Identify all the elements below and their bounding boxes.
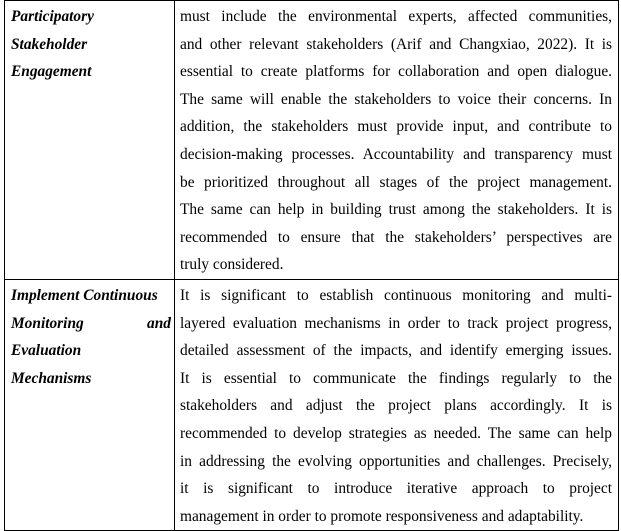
- row-label-cell: [5, 279, 175, 530]
- table-row: [5, 1, 619, 280]
- row-text-cell: [175, 1, 619, 280]
- paragraph-line: addition, the stakeholders must provide input, and contribute to: [180, 118, 612, 136]
- paragraph-line: decision-making processes. Accountability and transparency must: [180, 145, 612, 163]
- paragraph-line: It is significant to establish continuous monitoring and multi-: [180, 286, 612, 304]
- document-table: [4, 0, 619, 531]
- paragraph-line: must include the environmental experts, affected communities,: [180, 8, 612, 25]
- paragraph-line: and other relevant stakeholders (Arif and Changxiao, 2022). It is: [180, 35, 612, 53]
- paragraph-line: stakeholders and adjust the project plans accordingly. It is: [180, 397, 612, 415]
- row-text-cell: [175, 279, 619, 530]
- row-label-word: Monitoring: [11, 314, 84, 332]
- row-label-line: Mechanisms: [11, 369, 92, 387]
- paragraph-line: be prioritized throughout all stages of the project management.: [180, 173, 612, 191]
- row-label-line: Evaluation: [11, 342, 82, 360]
- paragraph-line: detailed assessment of the impacts, and identify emerging issues.: [180, 342, 612, 360]
- paragraph-line: in addressing the evolving opportunities and challenges. Precisely,: [180, 452, 612, 470]
- paragraph-line: essential to create platforms for collaboration and open dialogue.: [180, 63, 612, 81]
- row-label-line: Implement Continuous: [11, 286, 158, 304]
- paragraph-line: recommended to develop strategies as needed. The same can help: [180, 424, 612, 442]
- paragraph-line: truly considered.: [180, 256, 284, 274]
- row-label-line: [11, 310, 171, 338]
- row-label-line: Participatory: [11, 8, 94, 25]
- paragraph-line: it is significant to introduce iterative approach to project: [180, 480, 612, 498]
- row-label-word: and: [147, 314, 171, 332]
- paragraph-line: The same can help in building trust among the stakeholders. It is: [180, 201, 612, 219]
- table-row: [5, 279, 619, 530]
- paragraph-line: recommended to ensure that the stakeholders’ perspectives are: [180, 228, 612, 246]
- paragraph-line: The same will enable the stakeholders to voice their concerns. In: [180, 90, 612, 108]
- row-label-line: Engagement: [11, 63, 92, 81]
- row-label-cell: [5, 1, 175, 280]
- row-label-line: Stakeholder: [11, 35, 88, 53]
- paragraph-line: management in order to promote responsiveness and adaptability.: [180, 507, 584, 525]
- paragraph-line: layered evaluation mechanisms in order to track project progress,: [180, 314, 612, 332]
- paragraph-line: It is essential to communicate the findings regularly to the: [180, 369, 612, 387]
